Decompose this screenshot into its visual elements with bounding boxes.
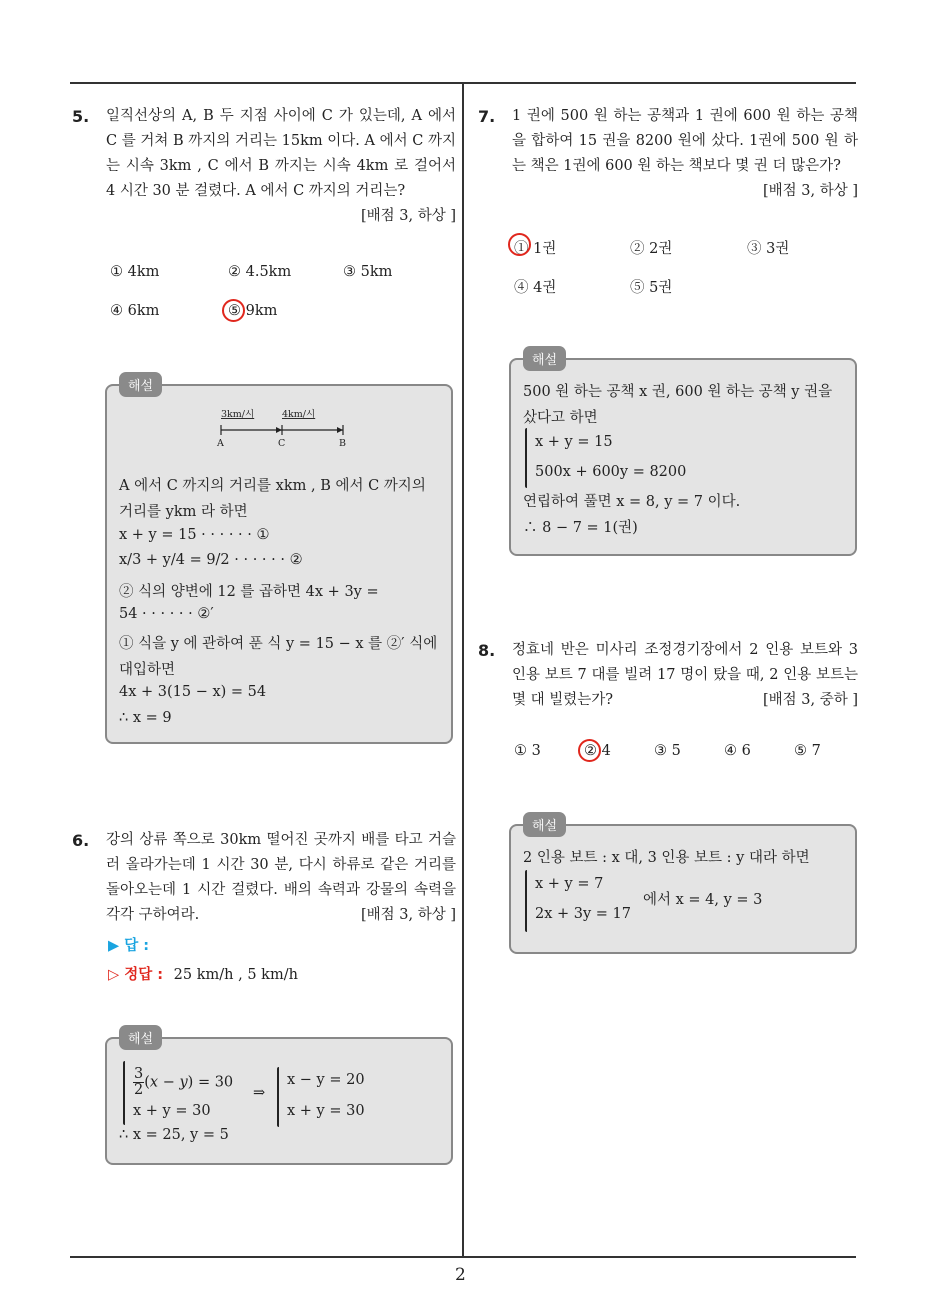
choice-4[interactable]: ④ 4권 [514, 280, 557, 296]
explanation-tag: 해설 [119, 1025, 162, 1050]
diagram-point-b: B [339, 438, 346, 449]
question-5 [72, 104, 456, 229]
explanation-box-q8 [509, 819, 857, 954]
explanation-line: ∴ 8 − 7 = 1(권) [523, 520, 638, 536]
choice-1[interactable]: ① 1권 [514, 237, 556, 258]
diagram-point-a: A [217, 438, 224, 449]
explanation-line: 대입하면 [119, 662, 176, 678]
correct-answer-label: ▷ 정답 : [108, 967, 164, 983]
equation-line: x + y = 30 [133, 1103, 211, 1119]
answer-circle-mark [222, 299, 245, 322]
system-brace [123, 1061, 125, 1125]
choice-2[interactable]: ② 4 [584, 743, 611, 759]
question-text: 1 권에 500 원 하는 공책과 1 권에 600 원 하는 공책을 합하여 15 권을 8200 원에 샀다. 1권에 500 원 하는 책은 1권에 600 원 하는 책보다 몇 권 더 많은가? [512, 108, 858, 174]
explanation-line: 4x + 3(15 − x) = 54 [119, 684, 267, 700]
answer-label: ▶ 답 : [108, 938, 150, 954]
choice-2[interactable]: ② 2권 [630, 241, 673, 257]
fraction: $\frac{3}{2}$ [134, 1066, 144, 1098]
system-brace [525, 428, 527, 488]
bottom-rule [70, 1256, 856, 1258]
equation-line [133, 1067, 233, 1098]
choice-3[interactable]: ③ 3권 [747, 241, 790, 257]
equation-line: x − y = 20 [287, 1072, 365, 1088]
explanation-line: A 에서 C 까지의 거리를 xkm , B 에서 C 까지의 [119, 478, 426, 494]
choice-5[interactable]: ⑤ 7 [794, 743, 821, 759]
question-meta: [배점 3, 하상 ] [762, 183, 858, 199]
question-meta: [배점 3, 중하 ] [762, 692, 858, 708]
question-number: 8. [478, 641, 496, 660]
question-meta: [배점 3, 하상 ] [360, 208, 456, 224]
choice-1[interactable]: ① 4km [110, 264, 160, 280]
question-number: 5. [72, 107, 90, 126]
explanation-line: ② 식의 양변에 12 를 곱하면 4x + 3y = [119, 584, 379, 600]
explanation-box-q6 [105, 1032, 453, 1165]
equation-line: 500x + 600y = 8200 [535, 464, 687, 480]
question-text: 강의 상류 쪽으로 30km 떨어진 곳까지 배를 타고 거슬러 올라가는데 1 시간 30 분, 다시 하류로 같은 거리를 돌아오는데 1 시간 걸렸다. 배의 속력과 강물의 속력을 각각 구하여라. [106, 832, 456, 923]
system-brace [525, 870, 527, 932]
question-number: 6. [72, 831, 90, 850]
question-6 [72, 828, 456, 928]
system-brace [277, 1067, 279, 1127]
question-text: 일직선상의 A, B 두 지점 사이에 C 가 있는데, A 에서 C 를 거쳐 B 까지의 거리는 15km 이다. A 에서 C 까지는 시속 3km , C 에서 B 까지는 시속 4km 로 걸어서 4 시간 30 분 걸렸다. A 에서 C 까지의 거리는? [106, 108, 456, 199]
question-number: 7. [478, 107, 496, 126]
result-line: 에서 x = 4, y = 3 [643, 892, 763, 908]
diagram-point-c: C [278, 438, 286, 449]
explanation-line: 샀다고 하면 [523, 410, 598, 426]
question-8 [478, 638, 858, 713]
explanation-tag: 해설 [523, 812, 566, 837]
question-7 [478, 104, 858, 204]
choice-3[interactable]: ③ 5 [654, 743, 681, 759]
diagram-speed-1: 3km/시 [221, 409, 255, 420]
equation-line: 2x + 3y = 17 [535, 906, 632, 922]
explanation-line: 연립하여 풀면 x = 8, y = 7 이다. [523, 494, 741, 510]
explanation-line: x/3 + y/4 = 9/2 · · · · · · ② [119, 552, 303, 568]
column-divider [462, 82, 464, 1258]
choice-4[interactable]: ④ 6km [110, 303, 160, 319]
explanation-line: ① 식을 y 에 관하여 푼 식 y = 15 − x 를 ②′ 식에 [119, 636, 438, 652]
explanation-line: 54 · · · · · · ②′ [119, 606, 214, 622]
page-number: 2 [455, 1265, 466, 1285]
choice-5[interactable]: ⑤ 5권 [630, 280, 673, 296]
answer-row [108, 934, 149, 955]
explanation-line: 2 인용 보트 : x 대, 3 인용 보트 : y 대라 하면 [523, 850, 810, 866]
equation-line: x + y = 30 [287, 1103, 365, 1119]
diagram-speed-2: 4km/시 [282, 409, 316, 420]
answer-circle-mark [508, 233, 531, 256]
explanation-tag: 해설 [523, 346, 566, 371]
result-line: ∴ x = 25, y = 5 [119, 1127, 229, 1143]
explanation-line: 500 원 하는 공책 x 권, 600 원 하는 공책 y 권을 [523, 384, 833, 400]
choice-3[interactable]: ③ 5km [343, 264, 393, 280]
equation-text: (x − y) = 30 [144, 1074, 234, 1091]
explanation-tag: 해설 [119, 372, 162, 397]
choice-2[interactable]: ② 4.5km [228, 264, 292, 280]
explanation-box-q7 [509, 353, 857, 556]
explanation-box-q5 [105, 379, 453, 744]
question-meta: [배점 3, 하상 ] [360, 907, 456, 923]
choice-4[interactable]: ④ 6 [724, 743, 751, 759]
choice-5[interactable]: ⑤ 9km [228, 303, 277, 319]
choice-1[interactable]: ① 3 [514, 743, 541, 759]
implies-arrow: ⇒ [253, 1085, 266, 1101]
equation-line: x + y = 15 [535, 434, 613, 450]
explanation-line: x + y = 15 · · · · · · ① [119, 527, 270, 543]
explanation-line: ∴ x = 9 [119, 710, 172, 726]
correct-answer-value: 25 km/h , 5 km/h [173, 967, 298, 983]
correct-answer-row [108, 963, 298, 984]
question-text: 정효네 반은 미사리 조정경기장에서 2 인용 보트와 3 인용 보트 7 대를 빌려 17 명이 탔을 때, 2 인용 보트는 몇 대 빌렸는가? [512, 642, 858, 708]
answer-circle-mark [578, 739, 601, 762]
equation-line: x + y = 7 [535, 876, 604, 892]
explanation-line: 거리를 ykm 라 하면 [119, 504, 248, 520]
distance-diagram [211, 404, 351, 450]
